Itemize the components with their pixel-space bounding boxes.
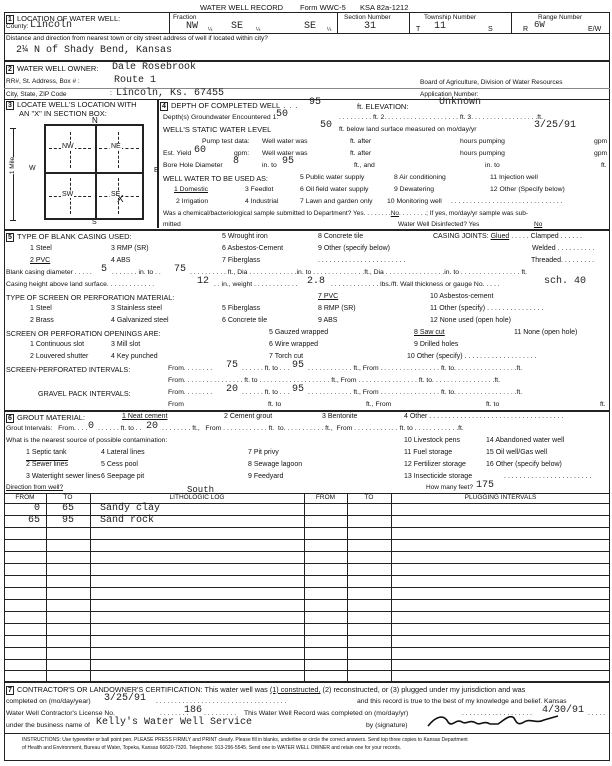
casing-diameter-row: Blank casing diameter . . . . . [6, 269, 92, 276]
county-field[interactable]: Lincoln [30, 20, 73, 31]
log-row-2-desc[interactable]: Sand rock [100, 515, 155, 526]
gauge-field[interactable]: sch. 40 [544, 276, 587, 287]
grout-to-field[interactable]: 20 [146, 421, 159, 432]
quadrant-nw: NW [62, 143, 74, 150]
screen-option[interactable]: 12 None used (open hole) [430, 317, 511, 324]
opening-option[interactable]: 5 Gauzed wrapped [269, 329, 329, 336]
gravel-intervals-label: GRAVEL PACK INTERVALS: [38, 389, 131, 398]
west-label: W [29, 165, 36, 172]
section1-heading: 1 LOCATION OF WATER WELL: [6, 14, 120, 24]
opening-option[interactable]: 2 Louvered shutter [30, 353, 89, 360]
grout-option[interactable]: 3 Bentonite [322, 413, 358, 420]
grout-intervals-label: Grout Intervals: From. . . . [6, 425, 88, 432]
elevation-field[interactable]: Unknown [439, 97, 482, 108]
quadrant-sw: SW [62, 191, 74, 198]
gravel-interval-from-field[interactable]: 20 [226, 384, 239, 395]
sample-question: Was a chemical/bacteriological sample submitted to Department? Yes. . . . . . . .No. . . . . . . .; If yes, mo/day/yr sample was sub- [163, 210, 529, 217]
log-header-lithologic: LITHOLOGIC LOG [169, 494, 225, 501]
signature-field[interactable] [418, 710, 568, 732]
section-number-field[interactable]: 31 [364, 21, 377, 32]
signature-label: by (signature) [366, 722, 408, 729]
plug-header-from: FROM [315, 494, 336, 501]
opening-option[interactable]: 10 Other (specify) . . . . . . . . . . . . . . . . . . . [407, 353, 537, 360]
screen-option-selected[interactable]: 7 PVC [318, 293, 339, 300]
board-label: Board of Agriculture, Division of Water Resources [420, 79, 563, 86]
casing-height-row: Casing height above land surface. . . . . . . . . . . . . [6, 281, 155, 288]
north-label: N [92, 116, 98, 125]
source-option[interactable]: 11 Fuel storage [404, 449, 453, 456]
log-header-to: TO [63, 494, 73, 501]
section-number-label: Section Number [344, 14, 391, 21]
use-option[interactable]: 3 Feedlot [245, 186, 274, 193]
log-header-from: FROM [15, 494, 35, 501]
openings-label: SCREEN OR PERFORATION OPENINGS ARE: [6, 329, 161, 338]
business-label: under the business name of [6, 722, 90, 729]
casing-option[interactable]: 7 Fiberglass [222, 257, 261, 264]
casing-option-selected[interactable]: 2 PVC [30, 257, 51, 264]
opening-option[interactable]: 1 Continuous slot [30, 341, 85, 348]
use-option[interactable]: 7 Lawn and garden only [300, 198, 373, 205]
use-option[interactable]: 10 Monitoring well [387, 198, 442, 205]
fraction-3-field[interactable]: SE [304, 21, 317, 32]
city-label: City, State, ZIP Code [6, 91, 67, 98]
static-suffix: ft. below land surface measured on mo/day/yr [339, 126, 477, 133]
screen-option[interactable]: 4 Galvanized steel [111, 317, 169, 324]
casing-option[interactable]: 1 Steel [30, 245, 52, 252]
casing-option[interactable]: 9 Other (specify below) [318, 245, 390, 252]
screen-option[interactable]: 3 Stainless steel [111, 305, 162, 312]
township-field[interactable]: 11 [434, 21, 447, 32]
certification-selected[interactable]: (1) constructed, [269, 685, 321, 694]
static-level-field[interactable]: 50 [320, 120, 333, 131]
direction-field[interactable]: South [187, 485, 215, 495]
south-label: S [92, 219, 97, 226]
owner-field[interactable]: Dale Rosebrook [112, 62, 197, 73]
screen-interval-to-field[interactable]: 95 [292, 360, 305, 371]
use-label: WELL WATER TO BE USED AS: [163, 174, 268, 183]
source-option[interactable]: 5 Cess pool [101, 461, 138, 468]
depth-row: 4 DEPTH OF COMPLETED WELL . . . [160, 101, 299, 111]
grout-option[interactable]: 2 Cement grout [224, 413, 273, 420]
feet-label: How many feet? [426, 484, 473, 491]
source-option[interactable]: 8 Sewage lagoon [248, 461, 303, 468]
completed-label: completed on (mo/day/year) [6, 698, 91, 705]
feet-field[interactable]: 175 [476, 480, 495, 491]
fraction-1-field[interactable]: NW [186, 21, 199, 32]
screen-option[interactable]: 2 Brass [30, 317, 54, 324]
use-option-selected[interactable]: 1 Domestic [174, 186, 208, 193]
fraction-2-field[interactable]: SE [231, 21, 244, 32]
range-label: Range Number [538, 14, 583, 21]
opening-option[interactable]: 3 Mill slot [111, 341, 141, 348]
sample-answer[interactable]: No [390, 210, 400, 217]
opening-option[interactable]: 6 Wire wrapped [269, 341, 319, 348]
use-option[interactable]: 4 Industrial [245, 198, 279, 205]
bore-diameter-field[interactable]: 8 [233, 156, 240, 167]
source-option[interactable]: 7 Pit privy [248, 449, 279, 456]
casing-option[interactable]: 4 ABS [111, 257, 131, 264]
static-date-field[interactable]: 3/25/91 [534, 120, 577, 131]
casing-to-field[interactable]: 75 [174, 264, 187, 275]
joint-option[interactable]: Welded . . . . . . . . . . [532, 245, 595, 252]
opening-option[interactable]: 7 Torch cut [269, 353, 304, 360]
quadrant-ne: NE [111, 143, 121, 150]
casing-height-field[interactable]: 12 [197, 276, 210, 287]
form-title: WATER WELL RECORD [200, 3, 284, 12]
quarter-symbol: ¼ [256, 27, 261, 33]
casing-option[interactable]: 8 Concrete tile [318, 233, 364, 240]
gravel-interval-to-field[interactable]: 95 [292, 384, 305, 395]
yield-label: Est. Yield [163, 150, 192, 157]
casing-diameter-field[interactable]: 5 [101, 264, 108, 275]
range-field[interactable]: 6W [534, 20, 545, 30]
use-option[interactable]: 9 Dewatering [394, 186, 435, 193]
section3-heading: 3 LOCATE WELL'S LOCATION WITH AN "X" IN SECTION BOX: [6, 101, 137, 118]
source-option[interactable]: 13 Insecticide storage [404, 473, 473, 480]
direction-label: Direction from well? [6, 484, 64, 491]
source-option[interactable]: 16 Other (specify below) [486, 461, 562, 468]
source-option[interactable]: 1 Septic tank [26, 449, 67, 456]
quadrant-se: SE [111, 191, 121, 198]
business-field[interactable]: Kelly's Water Well Service [96, 717, 253, 728]
screen-option[interactable]: 10 Asbestos-cement [430, 293, 494, 300]
log-row-2-to[interactable]: 95 [61, 515, 74, 526]
section5-heading: 5 TYPE OF BLANK CASING USED: [6, 232, 132, 242]
grout-option[interactable]: 4 Other . . . . . . . . . . . . . . . . . . . . . . . . . . . . . . . . . . . [404, 413, 564, 420]
well-location-mark: X [117, 194, 124, 205]
screen-option[interactable]: 9 ABS [318, 317, 338, 324]
bore-depth-field[interactable]: 95 [282, 156, 295, 167]
record-date-field[interactable]: 4/30/91 [542, 705, 585, 716]
casing-weight-field[interactable]: 2.8 [307, 276, 326, 287]
source-option[interactable]: 6 Seepage pit [101, 473, 145, 480]
log-row-2-from[interactable]: 65 [27, 515, 40, 526]
address-field[interactable]: Route 1 [114, 75, 157, 86]
screen-intervals-label: SCREEN-PERFORATED INTERVALS: [6, 365, 131, 374]
section2-heading: 2 WATER WELL OWNER: [6, 64, 98, 74]
static-label: WELL'S STATIC WATER LEVEL [163, 125, 272, 134]
elevation-label: ft. ELEVATION: [357, 102, 409, 111]
form-number: Form WWC-5 [300, 3, 346, 12]
joint-option[interactable]: Threaded. . . . . . . . . [531, 257, 595, 264]
use-option[interactable]: 6 Oil field water supply [300, 186, 369, 193]
bore-label: Bore Hole Diameter [163, 162, 223, 169]
source-option[interactable]: 14 Abandoned water well [486, 437, 565, 444]
application-label: Application Number: [420, 91, 479, 98]
section-grid[interactable] [44, 124, 144, 220]
quarter-symbol: ¼ [327, 27, 332, 33]
grout-option-selected[interactable]: 1 Neat cement [122, 413, 168, 420]
source-option-selected[interactable]: 2 Sewer lines [26, 461, 69, 468]
log-row-1-from[interactable]: 0 [33, 503, 40, 514]
grout-from-field[interactable]: 0 [88, 421, 95, 432]
mile-label: 1 Mile [9, 156, 17, 175]
water-well-record-form: WATER WELL RECORD Form WWC-5 KSA 82a-1212 1 LOCATION OF WATER WELL: County: Lincoln Fraction NW ¼ SE ¼ SE ¼ Section Number 31 Township Number T 11 S Range Number R 6W E/W Distance and direction from nearest town or city street address of well if located within city? 2¼ N of Shady Bend, Kansas 2 WATER WELL OWNER: Dale Rosebrook RR#, St. Address, Box # : Route 1 Board of Agriculture, Division of Water Resources City, State, ZIP Code : Lincoln, Ks. 67455 Application Number: 3 LOCATE WELL'S LOCATION WITH AN "X" IN SECTION BOX: N S W E 1 Mile NW NE SW SE X 4 DEPTH OF COMPLETED WELL . . . 95 ft. ELEVATION: Unknown Depth(s) Groundwater Encountered 1. 50 . . . . . . . . . ft. 2. . . . . . . . . . . . . . . . . . . . ft. 3. . . . . . . . . . . . . . . . . .ft. WELL'S STATIC WATER LEVEL 50 ft. below land surface measured on mo/day/yr 3/25/91 Pump test data: Well water was ft. after hours pumping gpm Est. Yield 60 gpm: Well water was ft. after hours pumping gpm Bore Hole Diameter 8 in. to 95 ft., and in. to ft. WELL WATER TO BE USED AS: 5 Public water supply 8 Air conditioning 11 Injection well 1 Domestic 3 Feedlot 6 Oil field water supply 9 Dewatering 12 Other (Specify below) 2 Irrigation 4 Industrial 7 Lawn and garden only 10 Monitoring well . . . . . . . . . . . . . . . . . . . . . . . . . . . . . . Was a chemical/bacteriological sample submitted to Department? Yes. . . . . . . .No. . . . . . . .; If yes, mo/day/yr sample was sub- mitted Water Well Disinfected? Yes No 5 TYPE OF BLANK CASING USED: 5 Wrought iron 8 Concrete tile CASING JOINTS: Glued . . . . . Clamped . . . . . . 1 Steel 3 RMP (SR) 6 Asbestos-Cement 9 Other (specify below) Welded . . . . . . . . . . 2 PVC 4 ABS 7 Fiberglass . . . . . . . . . . . . . . . . . . . . . . . Threaded. . . . . . . . . Blank casing diameter . . . . . 5 . . . . . . . in. to . . 75 . . . . . . . . . . ft., Dia . . . . . . . . . . . . .in. to . . . . . . . . . . . . . .ft., Dia . . . . . . . . . . . . . . . .in. to . . . . . . . . . . . . . . . . ft. Casing height above land surface. . . . . . . . . . . . . 12 . . in., weight . . . . . . . . . . . . 2.8 . . . . . . . . . . . . . lbs./ft. Wall thickness or gauge No. . . . . sch. 40 TYPE OF SCREEN OR PERFORATION MATERIAL: 7 PVC 10 Asbestos-cement 1 Steel 3 Stainless steel 5 Fiberglass 8 RMP (SR) 11 Other (specify) . . . . . . . . . . . . . . . 2 Brass 4 Galvanized steel 6 Concrete tile 9 ABS 12 None used (open hole) SCREEN OR PERFORATION OPENINGS ARE: 5 Gauzed wrapped 8 Saw cut 11 None (open hole) 1 Continuous slot 3 Mill slot 6 Wire wrapped 9 Drilled holes 2 Louvered shutter 4 Key punched 7 Torch cut 10 Other (specify) . . . . . . . . . . . . . . . . . . . SCREEN-PERFORATED INTERVALS: From. . . . . . . . 75 . . . . . . ft. to . . . 95 . . . . . . . . . . . . ft., From . . . . . . . . . . . . . . . . ft. to. . . . . . . . . . . . . . . . .ft. From. . . . . . . . . . . . . . . . ft. to . . . . . . . . . . . . . . . . . . . ft., From . . . . . . . . . . . . . . . . ft. to. . . . . . . . . . . . . . . . .ft. GRAVEL PACK INTERVALS: From. . . . . . . . 20 . . . . . . ft. to . . . 95 . . . . . . . . . . . . ft., From . . . . . . . . . . . . . . . . ft. to. . . . . . . . . . . . . . . . .ft. From ft. to ft., From ft. to ft. 6 GROUT MATERIAL: 1 Neat cement 2 Cement grout 3 Bentonite 4 Other . . . . . . . . . . . . . . . . . . . . . . . . . . . . . . . . . . . Grout Intervals: From. . . . 0 . . . . . . ft. to . . 20 . . . . . . . . ft., From . . . . . . . . . . . . ft. to. . . . . . . . . . . ft., From . . . . . . . . . . . . ft. to . . . . . . . . . . . .ft. What is the nearest source of possible contamination: 10 Livestock pens 14 Abandoned water well 1 Septic tank 4 Lateral lines 7 Pit privy 11 Fuel storage 15 Oil well/Gas well 2 Sewer lines 5 Cess pool 8 Sewage lagoon 12 Fertilizer storage 16 Other (specify below) 3 Watertight sewer lines 6 Seepage pit 9 Feedyard 13 Insecticide storage . . . . . . . . . . . . . . . . . . . . . . . Direction from well? South How many feet? 175 FROM TO LITHOLOGIC LOG FROM TO PLUGGING INTERVALS 0 65 Sandy clay 65 95 Sand rock 7 CONTRACTOR'S OR LANDOWNER'S CERTIFICATION: This water well was (1) constructed, (2) reconstructed, or (3) plugged under my jurisdiction and was completed on (mo/day/year) 3/25/91 . . . . . . . . . . . . . . . . . . . . . . . . . . . . . . . . . . . and this record is true to the best of my knowledge and belief. Kansas Water Well Contractor's License No. . . . . . . . . 186 . . . . . . . . . This Water Well Record was completed on (mo/day/yr) . . . . . . . . . . . . . . . . . . . 4/30/91 . . . . . under the business name of Kelly's Water Well Service by (signature) INSTRUCTIONS: Use typewriter or ball point pen. PLEASE PRESS FIRMLY and PRINT clearly. Please fill in blanks, underline or circle the correct answers. Send top three copies to Kansas Department of Health and Environment, Bureau of Water, Topeka, Kansas 66620-7320. Telephone: 913-296-5545. Send one to WATER WELL OWNER and retain one for your records. [4, 0, 610, 766]
quarter-symbol: ¼ [208, 27, 213, 33]
certification-line: 7 CONTRACTOR'S OR LANDOWNER'S CERTIFICATION: This water well was (1) constructed, (2) reconstructed, or (3) plugged under my jurisdiction and was [6, 685, 525, 695]
joint-option[interactable]: Clamped [530, 233, 559, 240]
screen-material-label: TYPE OF SCREEN OR PERFORATION MATERIAL: [6, 293, 175, 302]
plug-header-intervals: PLUGGING INTERVALS [464, 494, 537, 501]
disinfected-answer[interactable]: No [534, 221, 543, 228]
fraction-label: Fraction [173, 14, 197, 21]
distance-label: Distance and direction from nearest town or city street address of well if located within city? [6, 35, 268, 42]
distance-field[interactable]: 2¼ N of Shady Bend, Kansas [16, 45, 173, 56]
use-option[interactable]: 2 Irrigation [176, 198, 209, 205]
source-option[interactable]: 15 Oil well/Gas well [486, 449, 548, 456]
license-label: Water Well Contractor's License No. [6, 710, 115, 717]
screen-option[interactable]: 8 RMP (SR) [318, 305, 356, 312]
form-statute: KSA 82a-1212 [360, 3, 409, 12]
use-option[interactable]: 5 Public water supply [300, 174, 365, 181]
township-prefix: T [416, 26, 421, 33]
range-prefix: R [523, 26, 529, 33]
opening-option[interactable]: 4 Key punched [111, 353, 158, 360]
east-label: E [154, 167, 159, 174]
yield-field[interactable]: 60 [194, 145, 207, 156]
range-suffix: E/W [588, 26, 602, 33]
source-option[interactable]: 3 Watertight sewer lines [26, 473, 101, 480]
casing-option[interactable]: 5 Wrought iron [222, 233, 268, 240]
casing-option[interactable]: 6 Asbestos-Cement [222, 245, 284, 252]
joint-selected[interactable]: Glued [490, 233, 510, 240]
use-option[interactable]: 12 Other (Specify below) [490, 186, 565, 193]
depth-field[interactable]: 95 [309, 97, 322, 108]
screen-option[interactable]: 6 Concrete tile [222, 317, 268, 324]
screen-option[interactable]: 11 Other (specify) . . . . . . . . . . . . . . . [430, 305, 544, 312]
completed-date-field[interactable]: 3/25/91 [104, 693, 147, 704]
source-option[interactable]: 10 Livestock pens [404, 437, 461, 444]
mile-scale [10, 128, 16, 221]
city-field[interactable]: Lincoln, Ks. 67455 [116, 88, 225, 99]
log-row-1-desc[interactable]: Sandy clay [100, 503, 161, 514]
instructions-line-1: INSTRUCTIONS: Use typewriter or ball point pen. PLEASE PRESS FIRMLY and PRINT clearly. Please fill in blanks, underline or circle the correct answers. Send top three copies to Kansas Department [22, 737, 468, 743]
contamination-label: What is the nearest source of possible contamination: [6, 437, 168, 444]
source-option[interactable]: 4 Lateral lines [101, 449, 145, 456]
address-label: RR#, St. Address, Box # : [6, 78, 80, 85]
screen-option[interactable]: 1 Steel [30, 305, 52, 312]
county-label: County: [6, 23, 29, 30]
disinfected-label: Water Well Disinfected? Yes [398, 221, 480, 228]
township-suffix: S [488, 26, 493, 33]
instructions-line-2: of Health and Environment, Bureau of Water, Topeka, Kansas 66620-7320. Telephone: 913-296-5545. Send one to WATER WELL OWNER and retain one for your records. [22, 745, 402, 751]
groundwater-1-field[interactable]: 50 [276, 109, 289, 120]
groundwater-label: Depth(s) Groundwater Encountered 1. [163, 114, 279, 121]
screen-interval-from-field[interactable]: 75 [226, 360, 239, 371]
license-field[interactable]: 186 [184, 705, 203, 716]
pump-test-label: Pump test data: [202, 138, 250, 145]
opening-option[interactable]: 9 Drilled holes [414, 341, 459, 348]
use-option[interactable]: 8 Air conditioning [394, 174, 446, 181]
plug-header-to: TO [364, 494, 374, 501]
log-row-1-to[interactable]: 65 [61, 503, 74, 514]
use-option[interactable]: 11 Injection well [490, 174, 538, 181]
opening-option[interactable]: 11 None (open hole) [514, 329, 578, 336]
source-option[interactable]: 9 Feedyard [248, 473, 284, 480]
screen-option[interactable]: 5 Fiberglass [222, 305, 261, 312]
casing-joints-label: CASING JOINTS: Glued . . . . . Clamped . . . . . . [433, 233, 583, 240]
source-option[interactable]: 12 Fertilizer storage [404, 461, 466, 468]
township-label: Township Number [424, 14, 477, 21]
section6-heading: 6 GROUT MATERIAL: [6, 413, 85, 423]
record-completed-label: This Water Well Record was completed on (mo/day/yr) [244, 710, 409, 717]
opening-option-selected[interactable]: 8 Saw cut [414, 329, 445, 336]
casing-option[interactable]: 3 RMP (SR) [111, 245, 149, 252]
